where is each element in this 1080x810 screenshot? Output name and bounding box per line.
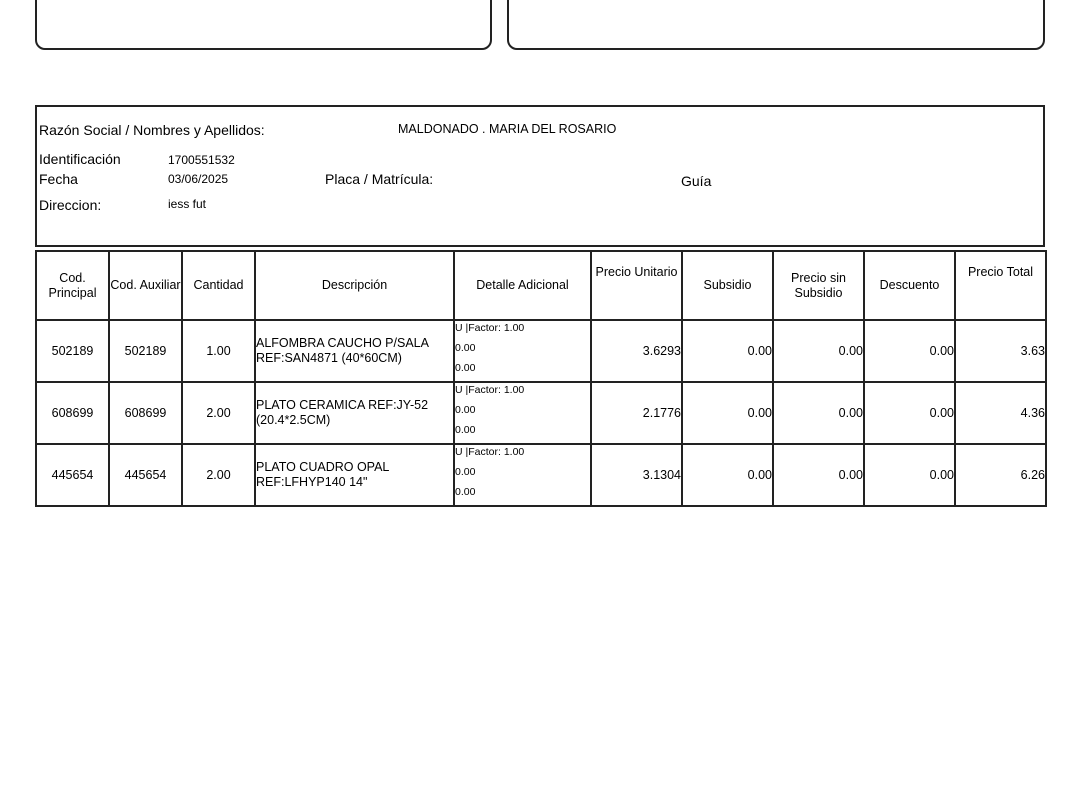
cell-cod-principal: 445654 [36, 444, 109, 506]
detalle-line: U |Factor: 1.00 [455, 384, 525, 396]
identificacion-value: 1700551532 [168, 153, 235, 167]
cell-cod-auxiliar: 445654 [109, 444, 182, 506]
cell-cod-principal: 502189 [36, 320, 109, 382]
header-precio-total: Precio Total [955, 251, 1046, 320]
guia-label: Guía [681, 173, 712, 189]
cell-descuento: 0.00 [864, 444, 955, 506]
cell-detalle-adicional [454, 444, 591, 506]
cell-cantidad: 2.00 [182, 444, 255, 506]
fecha-label: Fecha [39, 171, 78, 187]
cell-precio-sin-subsidio: 0.00 [773, 382, 864, 444]
cell-descuento: 0.00 [864, 382, 955, 444]
cell-precio-sin-subsidio: 0.00 [773, 444, 864, 506]
detalle-line: 0.00 [455, 342, 476, 354]
header-cod-auxiliar: Cod. Auxiliar [109, 251, 182, 320]
cell-descripcion: PLATO CUADRO OPAL REF:LFHYP140 14" [255, 444, 454, 506]
detalle-line: 0.00 [455, 486, 476, 498]
cell-precio-total: 6.26 [955, 444, 1046, 506]
cell-detalle-adicional [454, 382, 591, 444]
header-box-left [35, 0, 492, 50]
cell-cod-auxiliar: 608699 [109, 382, 182, 444]
cell-descripcion: ALFOMBRA CAUCHO P/SALA REF:SAN4871 (40*60CM) [255, 320, 454, 382]
header-descripcion: Descripción [255, 251, 454, 320]
cell-descuento: 0.00 [864, 320, 955, 382]
cell-subsidio: 0.00 [682, 382, 773, 444]
direccion-value: iess fut [168, 197, 207, 211]
header-precio-unitario: Precio Unitario [591, 251, 682, 320]
cell-subsidio: 0.00 [682, 444, 773, 506]
placa-label: Placa / Matrícula: [325, 171, 434, 187]
cell-cod-principal: 608699 [36, 382, 109, 444]
detalle-line: U |Factor: 1.00 [455, 446, 525, 458]
fecha-value: 03/06/2025 [168, 172, 229, 186]
header-detalle-adicional: Detalle Adicional [454, 251, 591, 320]
cell-precio-sin-subsidio: 0.00 [773, 320, 864, 382]
cell-precio-total: 3.63 [955, 320, 1046, 382]
detalle-line: 0.00 [455, 362, 476, 374]
items-table [35, 250, 1047, 507]
cell-cod-auxiliar: 502189 [109, 320, 182, 382]
header-cantidad: Cantidad [182, 251, 255, 320]
table-row [36, 444, 1046, 506]
client-info-box [35, 105, 1045, 247]
header-subsidio: Subsidio [682, 251, 773, 320]
detalle-line: 0.00 [455, 404, 476, 416]
cell-descripcion: PLATO CERAMICA REF:JY-52 (20.4*2.5CM) [255, 382, 454, 444]
direccion-label: Direccion: [39, 197, 102, 213]
identificacion-label: Identificación [39, 151, 121, 167]
header-box-right [507, 0, 1045, 50]
table-row [36, 382, 1046, 444]
cell-precio-unitario: 3.6293 [591, 320, 682, 382]
header-precio-sin-subsidio: Precio sin Subsidio [773, 251, 864, 320]
table-row [36, 320, 1046, 382]
detalle-line: 0.00 [455, 466, 476, 478]
cell-precio-total: 4.36 [955, 382, 1046, 444]
cell-subsidio: 0.00 [682, 320, 773, 382]
cell-cantidad: 1.00 [182, 320, 255, 382]
cell-precio-unitario: 2.1776 [591, 382, 682, 444]
cell-detalle-adicional [454, 320, 591, 382]
razon-social-value: MALDONADO . MARIA DEL ROSARIO [398, 122, 617, 136]
detalle-line: 0.00 [455, 424, 476, 436]
razon-social-label: Razón Social / Nombres y Apellidos: [39, 122, 265, 138]
header-cod-principal: Cod. Principal [36, 251, 109, 320]
cell-cantidad: 2.00 [182, 382, 255, 444]
header-descuento: Descuento [864, 251, 955, 320]
detalle-line: U |Factor: 1.00 [455, 322, 525, 334]
table-header-row [36, 251, 1046, 320]
cell-precio-unitario: 3.1304 [591, 444, 682, 506]
